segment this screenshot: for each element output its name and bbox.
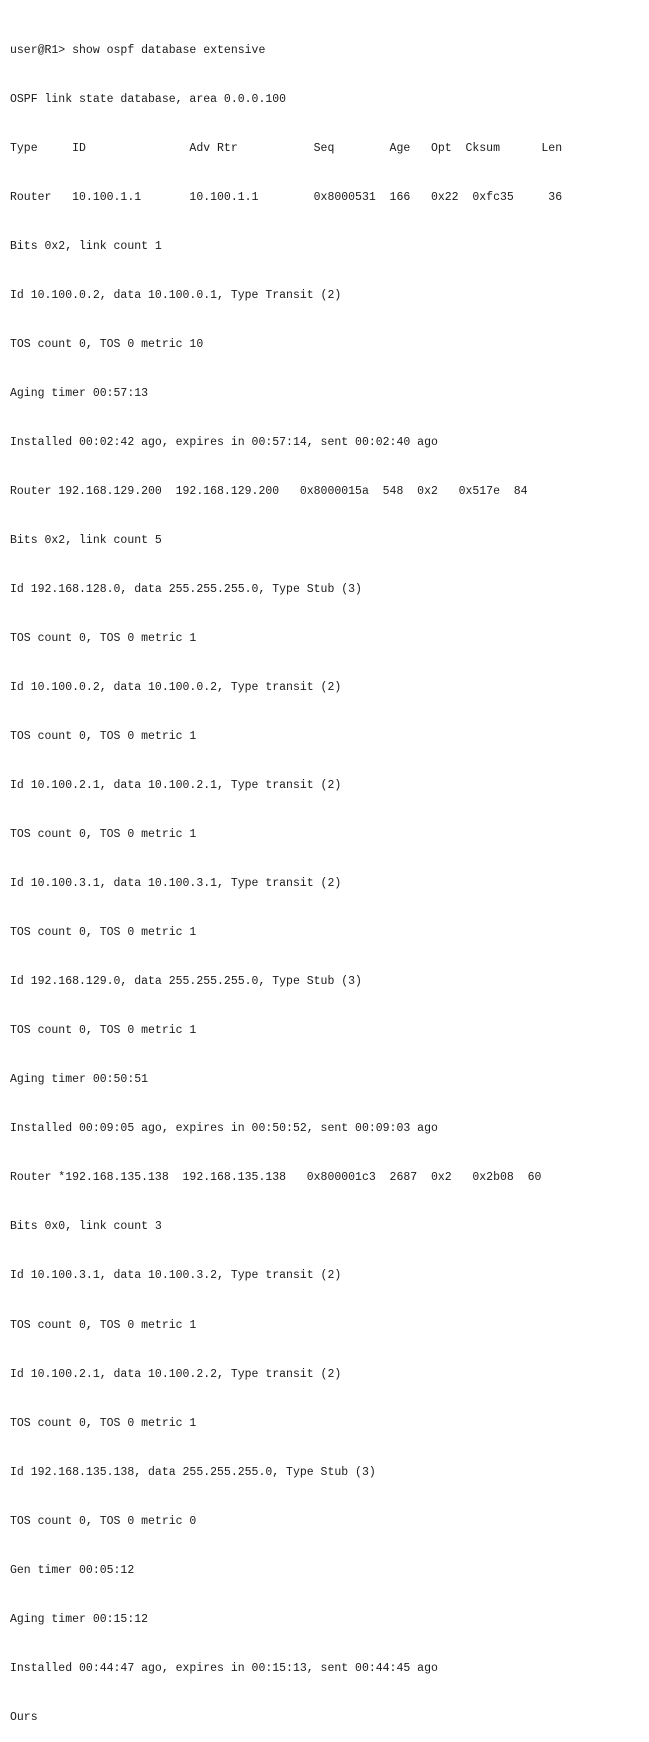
terminal-line: Installed 00:02:42 ago, expires in 00:57:14, sent 00:02:40 ago — [10, 435, 438, 449]
terminal-line: TOS count 0, TOS 0 metric 10 — [10, 337, 204, 351]
terminal-line: user@R1> show ospf database extensive — [10, 43, 266, 57]
terminal-line: Bits 0x0, link count 3 — [10, 1220, 162, 1234]
terminal-line: Gen timer 00:05:12 — [10, 1563, 135, 1577]
terminal-line: Id 10.100.3.1, data 10.100.3.2, Type transit (2) — [10, 1269, 342, 1283]
terminal-line: Id 192.168.129.0, data 255.255.255.0, Type Stub (3) — [10, 975, 362, 989]
terminal-line: TOS count 0, TOS 0 metric 1 — [10, 828, 197, 842]
terminal-line: Ours — [10, 1710, 38, 1724]
terminal-line: OSPF link state database, area 0.0.0.100 — [10, 92, 287, 106]
terminal-line: Router 192.168.129.200 192.168.129.200 0x8000015a 548 0x2 0x517e 84 — [10, 484, 528, 498]
terminal-line: Id 192.168.135.138, data 255.255.255.0, Type Stub (3) — [10, 1465, 376, 1479]
terminal-line: TOS count 0, TOS 0 metric 1 — [10, 926, 197, 940]
terminal-line: Bits 0x2, link count 1 — [10, 239, 162, 253]
terminal-line: Id 192.168.128.0, data 255.255.255.0, Type Stub (3) — [10, 583, 362, 597]
terminal-line: Id 10.100.0.2, data 10.100.0.1, Type Transit (2) — [10, 288, 342, 302]
terminal-line: Router 10.100.1.1 10.100.1.1 0x8000531 166 0x22 0xfc35 36 — [10, 190, 563, 204]
terminal-line: Id 10.100.0.2, data 10.100.0.2, Type transit (2) — [10, 681, 342, 695]
terminal-line: Aging timer 00:15:12 — [10, 1612, 149, 1626]
terminal-line: Id 10.100.2.1, data 10.100.2.1, Type transit (2) — [10, 779, 342, 793]
terminal-line: Aging timer 00:57:13 — [10, 386, 149, 400]
terminal-line: Bits 0x2, link count 5 — [10, 534, 162, 547]
terminal-line: TOS count 0, TOS 0 metric 1 — [10, 632, 197, 646]
terminal-line: Installed 00:44:47 ago, expires in 00:15:13, sent 00:44:45 ago — [10, 1661, 438, 1675]
terminal-line: TOS count 0, TOS 0 metric 0 — [10, 1514, 197, 1528]
terminal-line: Installed 00:09:05 ago, expires in 00:50:52, sent 00:09:03 ago — [10, 1122, 438, 1136]
terminal-line: TOS count 0, TOS 0 metric 1 — [10, 1318, 197, 1332]
terminal-line: Id 10.100.2.1, data 10.100.2.2, Type transit (2) — [10, 1367, 342, 1381]
terminal-line: Router *192.168.135.138 192.168.135.138 0x800001c3 2687 0x2 0x2b08 60 — [10, 1171, 542, 1185]
terminal-line: TOS count 0, TOS 0 metric 1 — [10, 1416, 197, 1430]
terminal-line: Type ID Adv Rtr Seq Age Opt Cksum Len — [10, 141, 563, 155]
terminal-line: TOS count 0, TOS 0 metric 1 — [10, 730, 197, 744]
terminal-line: Id 10.100.3.1, data 10.100.3.1, Type transit (2) — [10, 877, 342, 891]
terminal-line: TOS count 0, TOS 0 metric 1 — [10, 1024, 197, 1038]
terminal-line: Aging timer 00:50:51 — [10, 1073, 149, 1087]
